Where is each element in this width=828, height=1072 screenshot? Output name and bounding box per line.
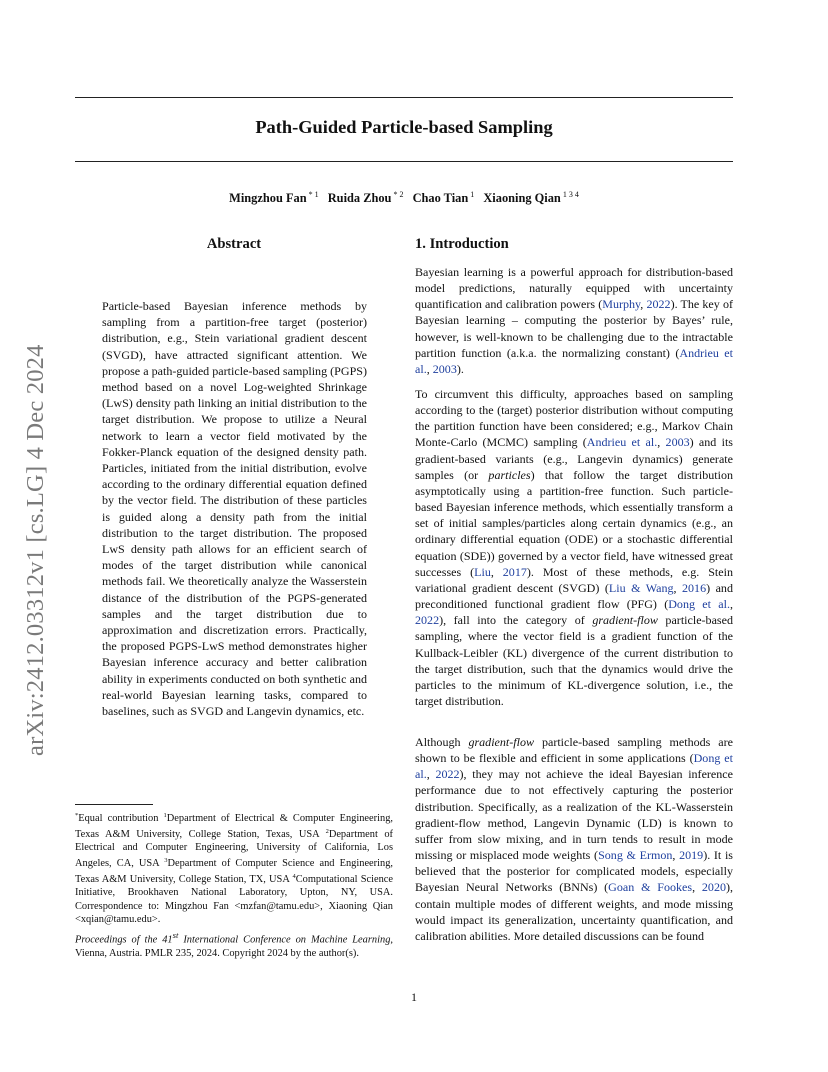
arxiv-stamp: arXiv:2412.03312v1 [cs.LG] 4 Dec 2024 (22, 344, 49, 756)
title-rule-top (75, 97, 733, 98)
intro-paragraph-3: Although gradient-flow particle-based sampling methods are shown to be flexible and efficient in some applications (Dong et al., 2022), they may not achieve the ideal Bayesian inference performance due to not effectively capturing the posterior distribution. Specifically, as a realization of the KL-Wasserstein gradient-flow method, Langevin Dynamic (LD) is known to suffer from slow mixing, and in turn tends to result in mode missing or misplaced mode weights (Song & Ermon, 2019). It is believed that the posterior for complicated models, especially Bayesian Neural Networks (BNNs) (Goan & Fookes, 2020), contain multiple modes of different weights, and mode missing would impact its generalization, uncertainty quantification, and calibration abilities. More detailed discussions can be found (415, 735, 734, 943)
section-heading-introduction: 1. Introduction (415, 236, 509, 252)
citation-link[interactable]: Song & Ermon (598, 848, 673, 863)
author: Xiaoning Qian $^{1 3 4}$ (483, 190, 579, 205)
author: Ruida Zhou $^{* 2}$ (327, 190, 404, 205)
citation-link[interactable]: Goan & Fookes (608, 880, 693, 895)
abstract-heading: Abstract (206, 236, 262, 252)
citation-link[interactable]: 2003 (432, 361, 457, 376)
author-affiliation-marker: * 1 (308, 190, 319, 199)
intro-paragraph-2: To circumvent this difficulty, approaches based on sampling according to the (target) posterior distribution without computing the partition function have been considered; e.g., Markov Chain Monte-Carlo (MCMC) sampling (Andrieu et al., 2003) and its gradient-based variants (e.g., Langevin dynamics) generate samples (or particles) that follow the target distribution asymptotically using a partition-free function. Such particle-based Bayesian inference methods, which essentially transform a set of initial samples/particles along certain dynamics (e.g., an ordinary differential equation (ODE) or a stochastic differential equation (SDE)) governed by a vector field, have witnessed great successes (Liu, 2017). Most of these methods, e.g. Stein variational gradient descent (SVGD) (Liu & Wang, 2016) and preconditioned functional gradient flow (PFG) (Dong et al., 2022), fall into the category of gradient-flow particle-based sampling, where the vector field is a gradient function of the Kullback-Leibler (KL) divergence of the current distribution to the target distribution, such that the dynamics would drive the particles to the minimum of KL-divergence solution, i.e., the target distribution. (415, 387, 733, 708)
citation-link[interactable]: Dong et al. (415, 751, 733, 782)
citation-link[interactable]: Dong et al. (668, 597, 730, 612)
citation-link[interactable]: Andrieu et al. (415, 345, 733, 376)
intro-paragraph-1: Bayesian learning is a powerful approach for distribution-based model predictions, naturally equipped with uncertainty quantification and calibration powers (Murphy, 2022). The key of Bayesian learning – computing the posterior by Bayes’ rule, however, is well-known to be challenging due to the intractable partition function (a.k.a. the normalizing constant) (Andrieu et al., 2003). (415, 265, 733, 376)
author-affiliation-marker: * 2 (393, 190, 404, 199)
abstract-text: Particle-based Bayesian inference methods by sampling from a partition-free target (posterior) distribution, e.g., Stein variational gradient descent (SVGD), have attracted significant attention. We propose a path-guided particle-based sampling (PGPS) method based on a novel Log-weighted Shrinkage (LwS) density path linking an initial distribution to the target distribution. We propose to utilize a Neural network to learn a vector field motivated by the Fokker-Planck equation of the designed density path. Particles, initiated from the initial distribution, evolve according to the ordinary differential equation defined by the vector field. The distribution of these particles is guided along a density path from the initial distribution to the target distribution. The proposed LwS density path allows for an efficient search of modes of the target distribution while canonical methods fail. We theoretically analyze the Wasserstein distance of the distribution of the PGPS-generated samples and the target distribution due to approximation and discretization errors. Practically, the proposed PGPS-LwS method demonstrates higher Bayesian inference accuracy and better calibration ability in experiments conducted on both synthetic and real-world Bayesian learning tasks, compared to baselines, such as SVGD and Langevin dynamics, etc. (102, 299, 367, 719)
author: Chao Tian $^1$ (412, 190, 475, 205)
page-number: 1 (411, 990, 417, 1004)
title-rule-bottom (75, 161, 733, 162)
citation-link[interactable]: Liu (474, 564, 491, 579)
footnote-rule (75, 804, 153, 805)
citation-link[interactable]: 2022 (415, 613, 440, 628)
citation-link[interactable]: 2022 (435, 767, 460, 782)
proceedings-note: Proceedings of the 41st International Conference on Machine Learning, Vienna, Austria. PMLR 235, 2024. Copyright 2024 by the author(s). (75, 930, 393, 959)
citation-link[interactable]: Murphy (602, 297, 641, 312)
affiliation-footnote: *Equal contribution $^1$Department of Electrical & Computer Engineering, Texas A&M University, College Station, Texas, USA $^2$Department of Electrical and Computer Engineering, University of California, Los Angeles, CA, USA $^3$Department of Computer Science and Engineering, Texas A&M University, College Station, TX, USA $^4$Computational Science Initiative, Brookhaven National Laboratory, Upton, NY, USA. Correspondence to: Mingzhou Fan <mzfan@tamu.edu>, Xiaoning Qian <xqian@tamu.edu>. (75, 812, 394, 925)
author-list (75, 190, 733, 206)
citation-link[interactable]: Liu & Wang (608, 580, 674, 595)
citation-link[interactable]: 2017 (502, 564, 527, 579)
citation-link[interactable]: Andrieu et al. (586, 435, 658, 450)
citation-link[interactable]: 2020 (701, 880, 726, 895)
author: Mingzhou Fan $^{* 1}$ (229, 190, 319, 205)
citation-link[interactable]: 2016 (682, 580, 707, 595)
citation-link[interactable]: 2003 (665, 435, 690, 450)
author-affiliation-marker: 1 3 4 (562, 190, 579, 199)
citation-link[interactable]: 2019 (679, 848, 704, 863)
author-affiliation-marker: 1 (470, 190, 475, 199)
citation-link[interactable]: 2022 (646, 297, 671, 312)
paper-title: Path-Guided Particle-based Sampling (255, 117, 553, 137)
